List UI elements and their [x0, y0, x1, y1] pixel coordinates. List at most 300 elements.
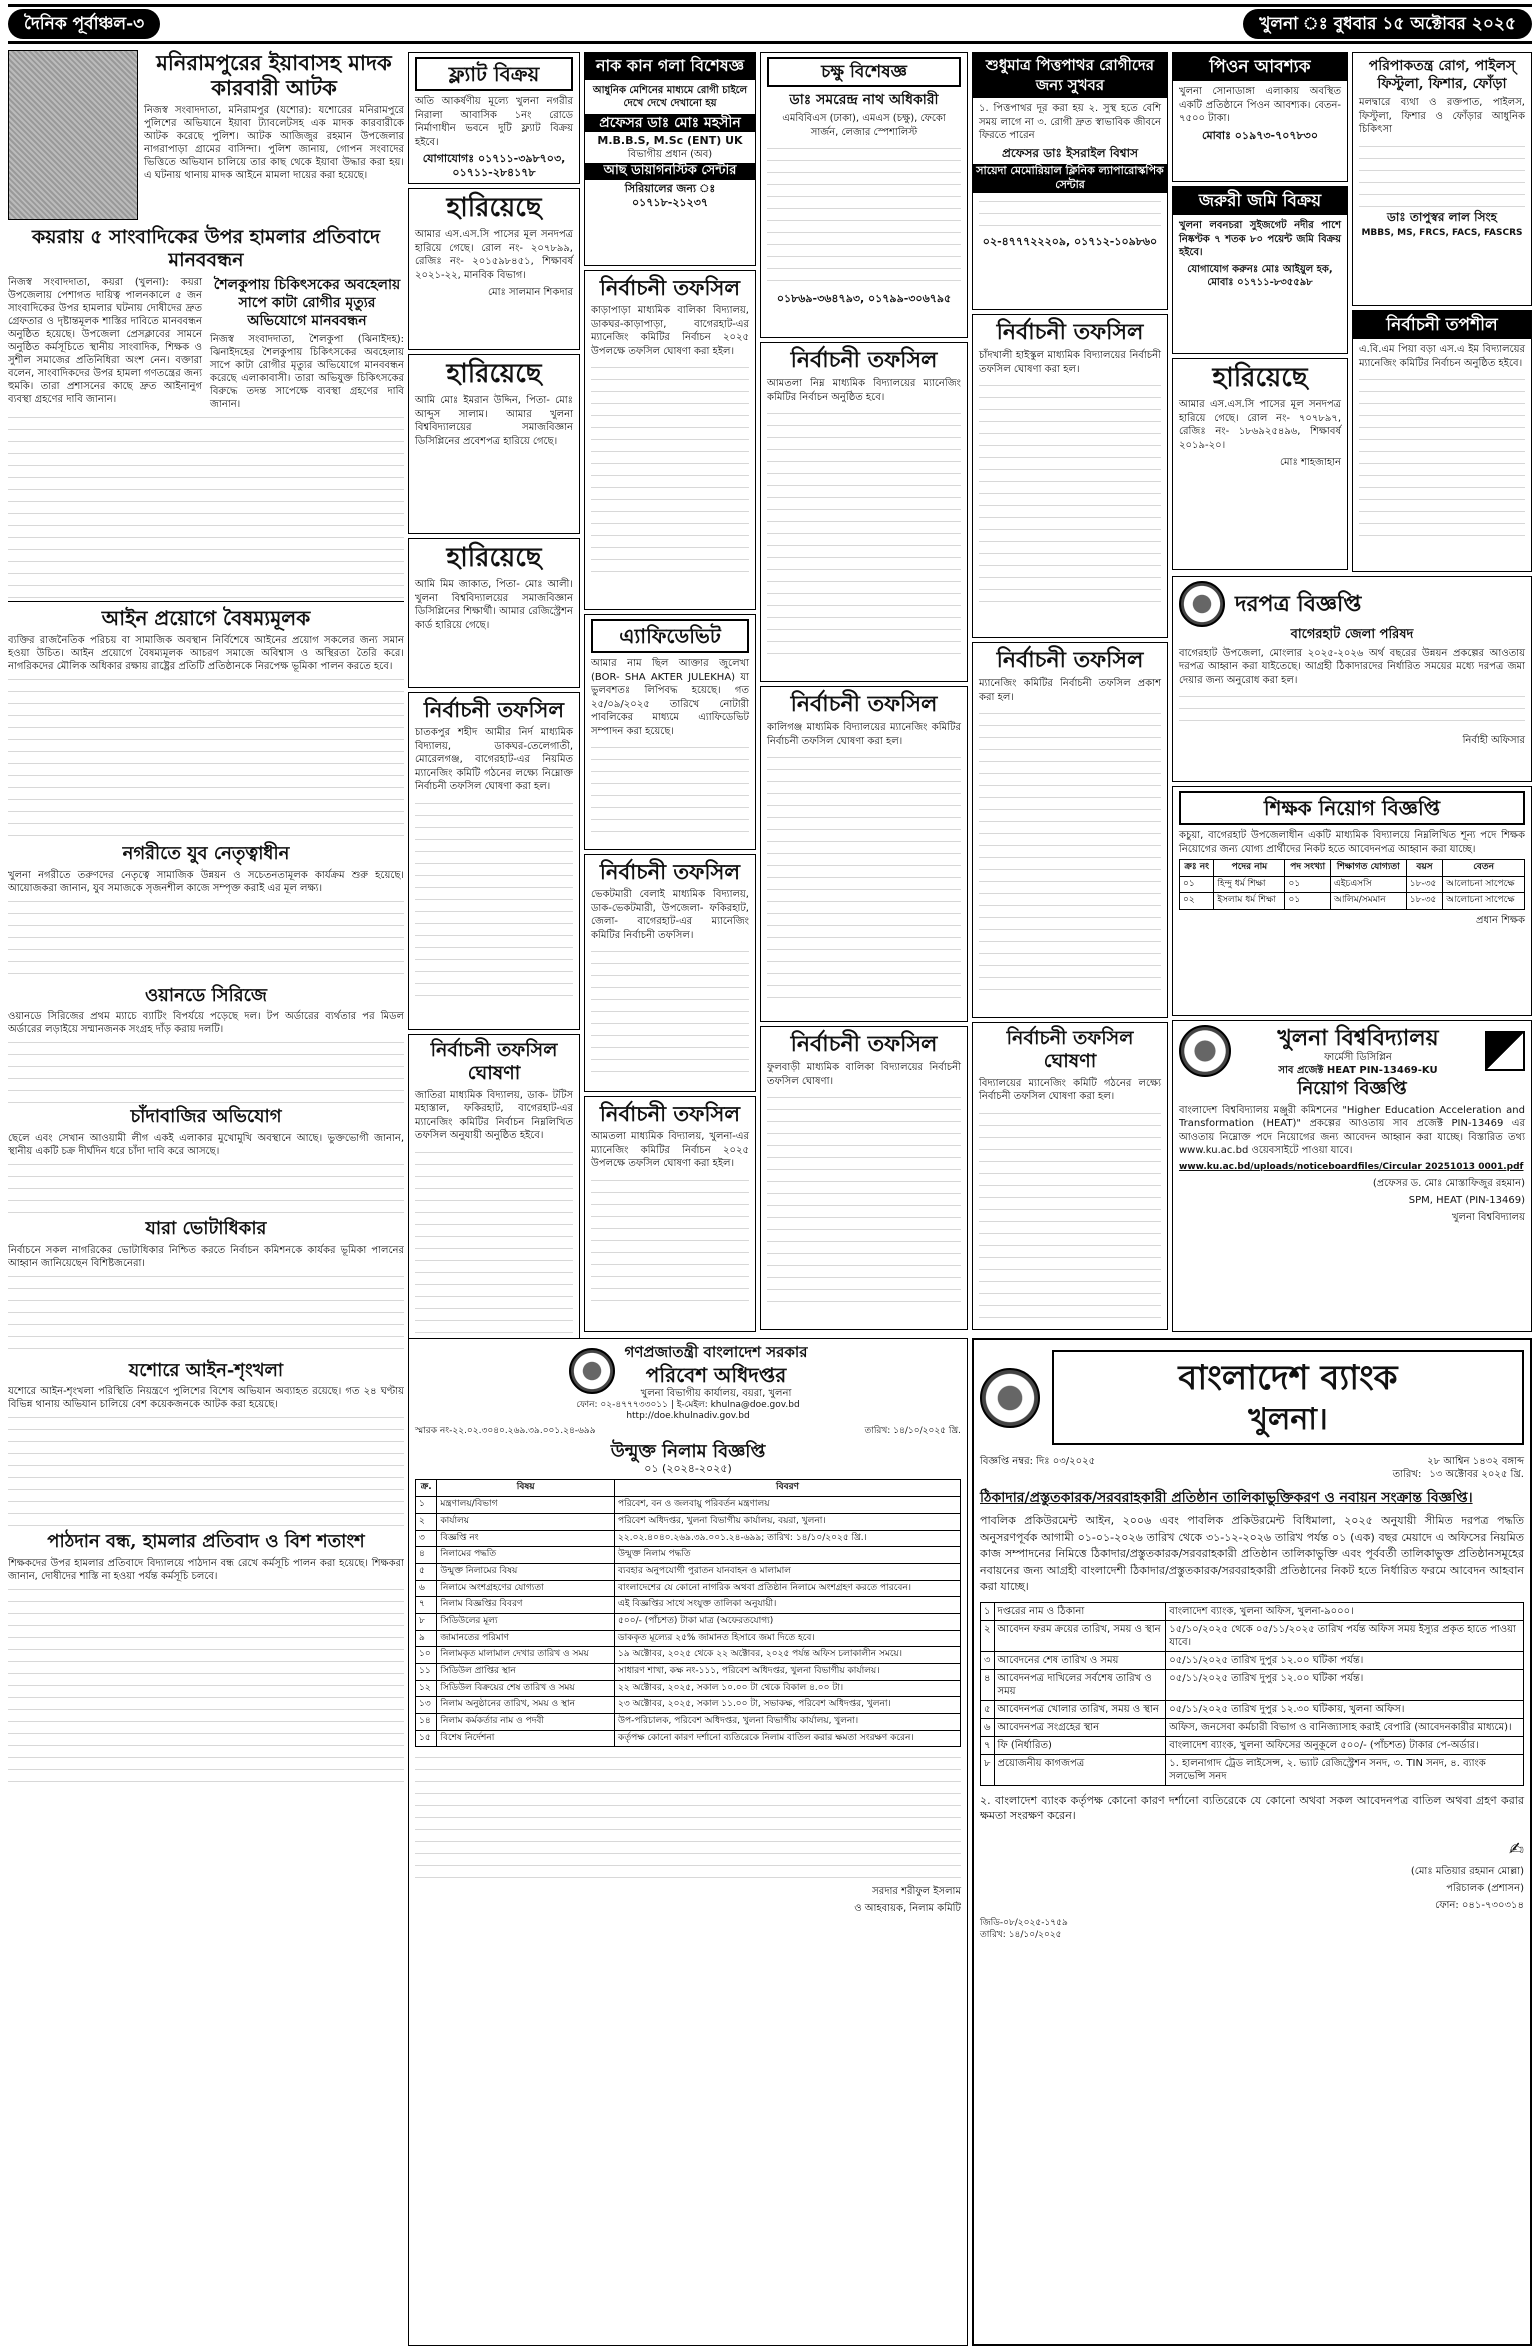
table-cell: আবেদনের শেষ তারিখ ও সময়	[994, 1651, 1166, 1669]
ku-sub2: সাব প্রজেক্ট HEAT PIN-13469-KU	[1278, 1065, 1438, 1077]
doe-filler	[415, 1751, 961, 1881]
headline-3: শৈলকুপায় চিকিৎসকের অবহেলায় সাপে কাটা রোগীর মৃত্যুর অভিযোগে মানববন্ধন	[213, 276, 401, 329]
header-right: খুলনা ঃ বুধবার ১৫ অক্টোবর ২০২৫	[1243, 9, 1532, 39]
ent-title: নাক কান গলা বিশেষজ্ঞ	[585, 53, 755, 80]
elect11-filler	[979, 1107, 1161, 1327]
table-header-cell: বয়স	[1406, 860, 1442, 877]
ku-logo-icon	[1179, 1025, 1231, 1077]
bb-sig1: (মোঃ মতিয়ার রহমান মোল্লা)	[1410, 1865, 1524, 1877]
table-cell: ১৮-৩৫	[1406, 893, 1442, 910]
elect12-body: এ.বি.এম পিয়া বড়া এস.এ ইম বিদ্যালয়ের ম্যানেজিং কমিটির নির্বাচন অনুষ্ঠিত হইবে।	[1359, 344, 1525, 369]
ad-eye-specialist	[760, 52, 968, 338]
table-cell: ৮	[416, 1613, 437, 1630]
ku-body: বাংলাদেশ বিশ্ববিদ্যালয় মঞ্জুরী কমিশনের "Higher Education Acceleration and Transformation (HEAT)" প্রকল্পের আওতায় সাব প্রজেক্ট PIN-13469 এর আওতায় নিম্নোক্ত পদে নিয়োগের জন্য আবেদন আহ্বান করা যাচ্ছে। বিস্তারিত তথ্য www.ku.ac.bd ওয়েবসাইটে পাওয়া যাবে।	[1179, 1104, 1525, 1157]
tender-filler	[1179, 690, 1525, 730]
ad-election-12	[1352, 310, 1532, 572]
ad-election-7	[760, 686, 968, 1022]
ad-gallstone	[972, 52, 1168, 310]
doe-web[interactable]: http://doe.khulnadiv.gov.bd	[626, 1411, 750, 1422]
table-cell: ১	[981, 1602, 995, 1620]
doe-row	[416, 1547, 961, 1564]
table-cell: ১	[416, 1497, 437, 1514]
elect6-body: আমতলা নিম্ন মাধ্যমিক বিদ্যালয়ের ম্যানেজিং কমিটির নির্বাচন অনুষ্ঠিত হবে।	[767, 378, 961, 403]
accused-photo	[8, 50, 138, 220]
lost3-body: আমি মিম জাকাত, পিতা- মোঃ আলী। খুলনা বিশ্ববিদ্যালয়ের সমাজবিজ্ঞান ডিসিপ্লিনের শিক্ষার্থী। আমার রেজিস্ট্রেশন কার্ড হারিয়ে গেছে।	[415, 579, 573, 631]
lost1-sig: মোঃ সালমান শিকদার	[487, 287, 573, 299]
heat-logo-icon	[1485, 1031, 1525, 1071]
news-filler-6	[8, 1270, 404, 1360]
doe-row	[416, 1563, 961, 1580]
gallstone-filler	[979, 195, 1161, 235]
table-cell: ০৫/১১/২০২৫ তারিখ দুপুর ১২.০০ ঘটিকা পর্যন্ত।	[1166, 1651, 1524, 1669]
flat-body: অতি আকর্ষণীয় মূল্যে খুলনা নগরীর নিরালা আবাসিক ১নং রোডে নির্মাণাধীন ভবনে দুটি ফ্ল্যাট বিক্রয় হইবে।	[415, 96, 573, 148]
headline-4: আইন প্রয়োগে বৈষম্যমূলক	[8, 601, 404, 630]
table-cell: আবেদনপত্র দাখিলের সর্বশেষ তারিখ ও সময়	[994, 1669, 1166, 1700]
table-cell: ৫০০/- (পাঁচশত) টাকা মাত্র (অফেরতযোগ্য)	[615, 1613, 961, 1630]
piles-body: মলদ্বারে ব্যথা ও রক্তপাত, পাইলস, ফিস্টুলা, ফিশার ও ফোঁড়ার আধুনিক চিকিৎসা	[1359, 97, 1525, 136]
elect7-body: কালিগঞ্জ মাধ্যমিক বিদ্যালয়ের ম্যানেজিং কমিটির নির্বাচনী তফসিল ঘোষণা করা হল।	[767, 722, 961, 747]
doe-title3: খুলনা বিভাগীয় কার্যালয়, বয়রা, খুলনা	[640, 1387, 792, 1399]
elect4-title: নির্বাচনী তফসিল	[599, 859, 741, 884]
elect9-body: চাঁদখালী হাইস্কুল মাধ্যমিক বিদ্যালয়ের নির্বাচনী তফসিল ঘোষণা করা হল।	[979, 350, 1161, 375]
table-cell: আলোচনা সাপেক্ষে	[1443, 876, 1525, 893]
ad-land-sale	[1172, 186, 1348, 354]
bb-row	[981, 1669, 1524, 1700]
ad-khulna-university	[1172, 1020, 1532, 1332]
lost4-sig: মোঃ শাহজাহান	[1279, 457, 1341, 469]
table-cell: ৫	[981, 1700, 995, 1718]
gallstone-phone: ০২-৪৭৭৭২২২০৯, ০১৭১২-১০৯৮৬০	[982, 234, 1158, 248]
table-cell: নিলামে অংশগ্রহণের যোগ্যতা	[437, 1580, 615, 1597]
header-left: দৈনিক পূর্বাঞ্চল-৩	[8, 9, 160, 39]
table-cell: আবেদন ফরম ক্রয়ের তারিখ, সময় ও স্থান	[994, 1620, 1166, 1651]
table-cell: বাংলাদেশের যে কোনো নাগরিক অথবা প্রতিষ্ঠান নিলামে অংশগ্রহণ করতে পারবেন।	[615, 1580, 961, 1597]
doe-title2: পরিবেশ অধিদপ্তর	[645, 1362, 787, 1387]
lost4-body: আমার এস.এস.সি পাসের মূল সনদপত্র হারিয়ে গেছে। রোল নং- ৭০৭৮৯৭, রেজিঃ নং- ১৮৬৯২৫৪৯৬, শিক্ষাবর্ষ ২০১৯-২০।	[1179, 399, 1341, 451]
govt-seal-icon	[1179, 581, 1225, 627]
teacher-table	[1179, 859, 1525, 910]
table-cell: প্রয়োজনীয় কাগজপত্র	[994, 1754, 1166, 1785]
table-cell: ২৩ অক্টোবর, ২০২৫, সকাল ১১.০০ টা, সভাকক্ষ, পরিবেশ অধিদপ্তর, খুলনা।	[615, 1697, 961, 1714]
ad-teacher-recruitment	[1172, 786, 1532, 1016]
table-header-cell: শিক্ষাগত যোগ্যতা	[1330, 860, 1406, 877]
table-cell: নিলামকৃত মালামাল দেখার তারিখ ও সময়	[437, 1647, 615, 1664]
affidavit-title: এ্যাফিডেভিট	[591, 619, 749, 653]
ad-tender-notice	[1172, 576, 1532, 782]
bb-date1: ২৮ আশ্বিন ১৪৩২ বঙ্গাব্দ	[1427, 1456, 1524, 1468]
table-cell: ফি (নির্ধারিত)	[994, 1736, 1166, 1754]
doe-row	[416, 1714, 961, 1731]
table-header-cell: পদের নাম	[1214, 860, 1285, 877]
ad-election-10	[972, 642, 1168, 1018]
doe-row	[416, 1730, 961, 1747]
doe-seal-icon	[569, 1348, 615, 1394]
table-cell: ইসলাম ধর্ম শিক্ষা	[1214, 893, 1285, 910]
table-cell: ০২	[1180, 893, 1214, 910]
table-cell: উন্মুক্ত নিলাম পদ্ধতি	[615, 1547, 961, 1564]
table-cell: ২২.০২.৪০৪০.২৬৯.৩৯.০০১.২৪-৬৯৯; তারিখ: ১৪/১০/২০২৫ খ্রি.।	[615, 1530, 961, 1547]
bb-row	[981, 1736, 1524, 1754]
ku-sig3: খুলনা বিশ্ববিদ্যালয়	[1451, 1211, 1525, 1223]
bb-sig3: ফোন: ০৪১-৭৩০৩১৪	[1435, 1899, 1524, 1911]
elect10-filler	[979, 707, 1161, 997]
doe-memo-date: তারিখ: ১৪/১০/২০২৫ খ্রি.	[864, 1425, 961, 1436]
table-cell: উপ-পরিচালক, পরিবেশ অধিদপ্তর, খুলনা বিভাগীয় কার্যালয়, খুলনা।	[615, 1714, 961, 1731]
ad-flat-sale	[408, 52, 580, 184]
ad-lost-1	[408, 188, 580, 350]
headline-8: যারা ভোটাধিকার	[145, 1217, 267, 1239]
bb-footer2: তারিখ: ১৪/১০/২০২৫	[980, 1929, 1062, 1940]
ku-link[interactable]: www.ku.ac.bd/uploads/noticeboardfiles/Circular 20251013 0001.pdf	[1179, 1161, 1524, 1172]
body-7: ছেলে এবং সেখান আওয়ামী লীগ একই এলাকার মুখোমুখি অবস্থানে আছে। ভুক্তভোগী জানান, স্থানীয় একটি চক্র দীর্ঘদিন ধরে চাঁদা দাবি করে আসছে।	[8, 1132, 404, 1157]
table-cell: সিডিউল প্রাপ্তির স্থান	[437, 1664, 615, 1681]
peon-phone: মোবাঃ ০১৯৭৩-৭০৭৮৩০	[1202, 128, 1318, 142]
table-header-cell: বেতন	[1443, 860, 1525, 877]
table-cell: নিলাম অনুষ্ঠানের তারিখ, সময় ও স্থান	[437, 1697, 615, 1714]
body-9: যশোরে আইন-শৃংখলা পরিস্থিতি নিয়ন্ত্রণে পুলিশের বিশেষ অভিযান অব্যাহত রয়েছে। গত ২৪ ঘণ্টায় বিভিন্ন থানায় অভিযান চালিয়ে বেশ কয়েকজনকে আটক করা হয়েছে।	[8, 1386, 404, 1411]
body-6: ওয়ানডে সিরিজের প্রথম ম্যাচে ব্যাটিং বিপর্যয়ে পড়েছে দল। টপ অর্ডারের ব্যর্থতার পর মিডল অর্ডারের লড়াইয়ে সম্মানজনক সংগ্রহ দাঁড় করায় দলটি।	[8, 1011, 404, 1036]
bb-heading: ঠিকাদার/প্রস্তুতকারক/সরবরাহকারী প্রতিষ্ঠান তালিকাভুক্তিকরণ ও নবায়ন সংক্রান্ত বিজ্ঞপ্তি।	[980, 1490, 1473, 1507]
table-header-cell: বিষয়	[437, 1480, 615, 1497]
lost3-title: হারিয়েছে	[446, 543, 542, 573]
bb-signature-icon: ✍	[1508, 1838, 1524, 1860]
page-header	[8, 4, 1532, 44]
ad-bangladesh-bank	[972, 1338, 1532, 2346]
table-cell: ৮	[981, 1754, 995, 1785]
ent-phone: সিরিয়ালের জন্য ঃ ০১৭১৮-২১২৩৭	[624, 182, 716, 210]
body-2: নিজস্ব সংবাদদাতা, কয়রা (খুলনা): কয়রা উপজেলায় পেশাগত দায়িত্ব পালনকালে ৫ জন সাংবাদিকের উপর হামলার ঘটনায় দোষীদের দ্রুত গ্রেফতার ও দৃষ্টান্তমূলক শাস্তির দাবিতে মানববন্ধন অনুষ্ঠিত হয়েছে। উপজেলা প্রেসক্লাবের সামনে অনুষ্ঠিত কর্মসূচিতে স্থানীয় সাংবাদিক, শিক্ষক ও সুশীল সমাজের প্রতিনিধিরা অংশ নেন। বক্তারা বলেন, সাংবাদিকদের উপর হামলা গণতন্ত্রের জন্য হুমকি। তারা প্রশাসনের কাছে দ্রুত আইনানুগ ব্যবস্থা গ্রহণের দাবি জানান।	[8, 276, 202, 405]
elect7-filler	[767, 751, 961, 1001]
table-cell: নিলাম বিজ্ঞপ্তির বিবরণ	[437, 1597, 615, 1614]
news-filler-5	[8, 1158, 404, 1218]
doe-row	[416, 1630, 961, 1647]
bb-title2: খুলনা।	[1248, 1402, 1328, 1438]
teacher-sig: প্রধান শিক্ষক	[1476, 915, 1525, 927]
piles-title: পরিপাকতন্ত্র রোগ, পাইলস্ ফিস্টুলা, ফিশার, ফোঁড়া	[1368, 58, 1516, 93]
elect3-title: নির্বাচনী তফসিল	[599, 275, 741, 300]
table-cell: ৭	[981, 1736, 995, 1754]
ku-title: খুলনা বিশ্ববিদ্যালয়	[1277, 1025, 1439, 1051]
table-cell: এই বিজ্ঞপ্তির সাথে সংযুক্ত তালিকা অনুযায়ী।	[615, 1597, 961, 1614]
news-filler-3	[8, 895, 404, 985]
doe-contact: ফোন: ০২-৪৭৭৭৩৩০১১ | ই-মেইল: khulna@doe.gov.bd	[576, 1399, 800, 1410]
affidavit-body: আমার নাম ছিল আক্তার জুলেখা (BOR- SHA AKTER JULEKHA) যা ভুলবশতঃ লিপিবদ্ধ হয়েছে। গত ২৫/০৯/২০২৫ তারিখে নোটারী পাবলিকের মাধ্যমে এ্যাফিডেভিট সম্পাদন করা হয়েছে।	[591, 658, 749, 737]
headline-10: পাঠদান বন্ধ, হামলার প্রতিবাদ ও বিশ শতাংশ	[47, 1531, 365, 1553]
elect12-title: নির্বাচনী তপশীল	[1353, 311, 1531, 339]
ku-sub1: ফার্মেসী ডিসিপ্লিন	[1324, 1052, 1392, 1064]
table-cell: নিলাম কর্মকর্তার নাম ও পদবী	[437, 1714, 615, 1731]
ad-doe-auction	[408, 1338, 968, 2346]
table-cell: বাংলাদেশ ব্যাংক, খুলনা অফিসের অনুকূলে ৫০০/- (পাঁচশত) টাকার পে-অর্ডার।	[1166, 1736, 1524, 1754]
headline-2: কয়রায় ৫ সাংবাদিকের উপর হামলার প্রতিবাদে মানববন্ধন	[31, 226, 381, 271]
elect1-title: নির্বাচনী তফসিল	[423, 697, 565, 722]
elect5-filler	[591, 1174, 749, 1304]
table-cell: মন্ত্রণালয়/বিভাগ	[437, 1497, 615, 1514]
body-1: নিজস্ব সংবাদদাতা, মনিরামপুর (যশোর): যশোরের মনিরামপুরে পুলিশের অভিযানে ইয়াবা ট্যাবলেটসহ এক মাদক কারবারীকে আটক করেছে পুলিশ। আটক আজিজুর রহমান উপজেলার নাগরাপাড়া গ্রামের বাসিন্দা। পুলিশ জানায়, গোপন সংবাদের ভিত্তিতে অভিযান চালিয়ে তার কাছ থেকে ইয়াবা উদ্ধার করা হয়। এ ঘটনায় থানায় মাদক আইনে মামলা দায়ের করা হয়েছে।	[144, 105, 404, 182]
table-cell: ২২ অক্টোবর, ২০২৫, সকাল ১০.০০ টা থেকে বিকাল ৪.০০ টা।	[615, 1680, 961, 1697]
elect11-body: বিদ্যালয়ের ম্যানেজিং কমিটি গঠনের লক্ষ্যে নির্বাচনী তফসিল ঘোষণা করা হল।	[979, 1077, 1161, 1103]
elect6-filler	[767, 407, 961, 657]
elect1-body: চাতকপুর শহীদ আমীর নির্দ মাধ্যমিক বিদ্যালয়, ডাকঘর-তেলেগাতী, মোরেলগঞ্জ, বাগেরহাট-এর নিয়মিত ম্যানেজিং কমিটি গঠনের লক্ষ্যে নিম্নোক্ত নির্বাচনী তফসিল ঘোষণা করা হল।	[415, 727, 573, 793]
land-phone: যোগাযোগ করুনঃ মোঃ আইয়ুল হক, মোবাঃ ০১৭১১-৮৩৫৫৯৮	[1187, 263, 1333, 288]
table-header-cell: বিবরণ	[615, 1480, 961, 1497]
bb-title1: বাংলাদেশ ব্যাংক	[1178, 1358, 1398, 1398]
headline-7: চাঁদাবাজির অভিযোগ	[130, 1106, 282, 1128]
bb-row	[981, 1700, 1524, 1718]
ad-election-3	[584, 270, 756, 610]
doe-memo: স্মারক নং-২২.০২.৩০৪০.২৬৯.৩৯.০০১.২৪-৬৯৯	[415, 1425, 596, 1436]
headline-1: মনিরামপুরের ইয়াবাসহ মাদক কারবারী আটক	[156, 50, 392, 101]
gallstone-doctor: প্রফেসর ডাঃ ইসরাইল বিশ্বাস	[1001, 145, 1139, 160]
news-filler-2	[8, 673, 404, 843]
table-cell: হিন্দু ধর্ম শিক্ষা	[1214, 876, 1285, 893]
table-cell: নিলামের পদ্ধতি	[437, 1547, 615, 1564]
ad-election-11	[972, 1022, 1168, 1330]
table-cell: ০১	[1180, 876, 1214, 893]
table-cell: ৭	[416, 1597, 437, 1614]
ad-ent-specialist	[584, 52, 756, 266]
table-cell: পরিবেশ অধিদপ্তর, খুলনা বিভাগীয় কার্যালয়, বয়রা, খুলনা।	[615, 1513, 961, 1530]
bb-row	[981, 1754, 1524, 1785]
news-filler-4	[8, 1036, 404, 1106]
gallstone-body: ১. পিত্তপাথর দূর করা হয় ২. সুস্থ হতে বেশি সময় লাগে না ৩. রোগী দ্রুত স্বাভাবিক জীবনে ফিরতে পারেন	[979, 103, 1161, 141]
elect12-filler	[1359, 373, 1525, 543]
news-filler-7	[8, 1411, 404, 1531]
ad-lost-2	[408, 354, 580, 534]
table-cell: সাধারণ শাখা, কক্ষ নং-১১১, পরিবেশ অধিদপ্তর, খুলনা বিভাগীয় কার্যালয়।	[615, 1664, 961, 1681]
elect8-body: ফুলবাড়ী মাধ্যমিক বালিকা বিদ্যালয়ের নির্বাচনী তফসিল ঘোষণা।	[767, 1062, 961, 1087]
lost1-body: আমার এস.এস.সি পাসের মূল সনদপত্র হারিয়ে গেছে। রোল নং- ২০৭৮৯৯, রেজিঃ নং- ২০১৫৯৮৪৫১, শিক্ষাবর্ষ ২০২১-২২, মানবিক বিভাগ।	[415, 229, 573, 281]
doe-title1: গণপ্রজাতন্ত্রী বাংলাদেশ সরকার	[624, 1343, 808, 1361]
table-cell: ১৪	[416, 1714, 437, 1731]
table-cell: ১৫/১০/২০২৫ থেকে ০৫/১১/২০২৫ তারিখ পর্যন্ত অফিস সময় ইস্যুর প্রকৃত হাতে পাওয়া যাবে।	[1166, 1620, 1524, 1651]
ad-election-8	[760, 1026, 968, 1330]
table-cell: ০৫/১১/২০২৫ তারিখ দুপুর ১২.৩০ ঘটিকায়, খুলনা অফিস।	[1166, 1700, 1524, 1718]
table-cell: সিডিউলের মূল্য	[437, 1613, 615, 1630]
table-cell: ০১	[1285, 893, 1330, 910]
ent-dept: বিভাগীয় প্রধান (অব)	[627, 149, 713, 161]
elect8-title: নির্বাচনী তফসিল	[790, 1031, 938, 1057]
ad-affidavit	[584, 614, 756, 850]
table-cell: ১২	[416, 1680, 437, 1697]
bb-date-label: তারিখ:	[1392, 1469, 1422, 1481]
table-cell: ৩	[981, 1651, 995, 1669]
piles-filler	[1359, 140, 1525, 210]
bb-row	[981, 1602, 1524, 1620]
body-8: নির্বাচনে সকল নাগরিকের ভোটাধিকার নিশ্চিত করতে নির্বাচন কমিশনকে কার্যকর ভূমিকা পালনের আহ্বান জানিয়েছেন বিশিষ্টজনেরা।	[8, 1244, 404, 1269]
table-cell: ২	[981, 1620, 995, 1651]
elect4-body: ভেকটমারী বেলাই মাধ্যমিক বিদ্যালয়, ডাক-ভেকটমারী, উপজেলা- ফকিরহাট, জেলা- বাগেরহাট-এর ম্যানেজিং কমিটির নির্বাচনী তফসিল।	[591, 889, 749, 941]
doe-row	[416, 1580, 961, 1597]
table-cell: ব্যবহার অনুপযোগী পুরাতন যানবাহন ও মালামাল	[615, 1563, 961, 1580]
table-cell: পরিবেশ, বন ও জলবায়ু পরিবর্তন মন্ত্রণালয়	[615, 1497, 961, 1514]
elect11-title: নির্বাচনী তফসিল ঘোষণা	[1006, 1027, 1134, 1072]
eye-title: চক্ষু বিশেষজ্ঞ	[767, 57, 961, 87]
elect3-body: কাড়াপাড়া মাধ্যমিক বালিকা বিদ্যালয়, ডাকঘর-কাড়াপাড়া, বাগেরহাট-এর ম্যানেজিং কমিটির নির্বাচন ২০২৫ উপলক্ষে তফসিল ঘোষণা করা হইল।	[591, 305, 749, 357]
doe-row	[416, 1513, 961, 1530]
table-cell: এইচএসসি	[1330, 876, 1406, 893]
ku-sig2: SPM, HEAT (PIN-13469)	[1408, 1194, 1525, 1206]
table-cell: ৪	[416, 1547, 437, 1564]
body-5: খুলনা নগরীতে তরুণদের নেতৃত্বে সামাজিক উন্নয়ন ও সচেতনতামূলক কার্যক্রম শুরু হয়েছে। আয়োজকরা জানান, যুব সমাজকে সৃজনশীল কাজে সম্পৃক্ত করাই এর মূল লক্ষ্য।	[8, 869, 404, 894]
table-cell: আলোচনা সাপেক্ষে	[1443, 893, 1525, 910]
ad-election-1	[408, 692, 580, 1030]
bb-sig2: পরিচালক (প্রশাসন)	[1446, 1882, 1524, 1894]
table-cell: ০১	[1285, 876, 1330, 893]
bb-note: ২. বাংলাদেশ ব্যাংক কর্তৃপক্ষ কোনো কারণ দর্শানো ব্যতিরেকে যে কোনো অথবা সকল আবেদনপত্র বাতিল অথবা গ্রহণ করার ক্ষমতা সংরক্ষণ করেন।	[980, 1793, 1524, 1822]
teacher-title: শিক্ষক নিয়োগ বিজ্ঞপ্তি	[1179, 791, 1525, 825]
lost1-title: হারিয়েছে	[446, 193, 542, 223]
table-cell: ১৮-৩৫	[1406, 876, 1442, 893]
table-cell: ১৯ অক্টোবর, ২০২৫ থেকে ২২ অক্টোবর, ২০২৫ পর্যন্ত অফিস চলাকালীন সময়ে।	[615, 1647, 961, 1664]
headline-9: যশোরে আইন-শৃংখলা	[128, 1359, 284, 1381]
table-header-cell: ক্র.	[416, 1480, 437, 1497]
table-cell: আবেদনপত্র খোলার তারিখ, সময় ও স্থান	[994, 1700, 1166, 1718]
elect10-title: নির্বাচনী তফসিল	[996, 647, 1144, 673]
table-cell: ডাককৃত মূল্যের ২৫% জামানত হিসাবে জমা দিতে হবে।	[615, 1630, 961, 1647]
tender-office: বাগেরহাট জেলা পরিষদ	[1290, 627, 1414, 642]
doe-row	[416, 1613, 961, 1630]
table-cell: উন্মুক্ত নিলামের বিষয়	[437, 1563, 615, 1580]
tender-title: দরপত্র বিজ্ঞপ্তি	[1235, 590, 1362, 617]
elect3-filler	[591, 361, 749, 581]
table-cell: ১. হালনাগাদ ট্রেড লাইসেন্স, ২. ভ্যাট রেজিস্ট্রেশন সনদ, ৩. TIN সনদ, ৪. ব্যাংক সলভেন্সি সনদ	[1166, 1754, 1524, 1785]
peon-body: খুলনা সোনাডাঙ্গা এলাকায় অবস্থিত একটি প্রতিষ্ঠানে পিওন আবশ্যক। বেতন- ৭৫০০ টাকা।	[1179, 86, 1341, 125]
news-filler-8	[8, 1583, 404, 1783]
table-cell: কার্যালয়	[437, 1513, 615, 1530]
table-cell: ৫	[416, 1563, 437, 1580]
teacher-row	[1180, 876, 1525, 893]
land-body: খুলনা লবনচরা সুইজগেট নদীর পাশে নিষ্কণ্টক ৭ শতক ৮০ পয়েন্ট জমি বিক্রয় হইবে।	[1179, 220, 1341, 259]
ku-sub3: নিয়োগ বিজ্ঞপ্তি	[1297, 1078, 1407, 1100]
gallstone-title: শুধুমাত্র পিত্তপাথর রোগীদের জন্য সুখবর	[973, 53, 1167, 98]
body-3: নিজস্ব সংবাদদাতা, শৈলকুপা (ঝিনাইদহ): ঝিনাইদহের শৈলকুপায় চিকিৎসকের অবহেলায় সাপে কাটা রোগীর মৃত্যুর অভিযোগে মানববন্ধন করেছে এলাকাবাসী। তারা অভিযুক্ত চিকিৎসকের বিরুদ্ধে তদন্ত সাপেক্ষে ব্যবস্থা গ্রহণের দাবি জানান।	[210, 334, 404, 411]
table-cell: ৪	[981, 1669, 995, 1700]
lost2-title: হারিয়েছে	[446, 359, 542, 389]
peon-title: পিওন আবশ্যক	[1173, 53, 1347, 81]
bb-table	[980, 1602, 1524, 1786]
bb-row	[981, 1620, 1524, 1651]
elect7-title: নির্বাচনী তফসিল	[790, 691, 938, 717]
table-cell: ০৫/১১/২০২৫ তারিখ দুপুর ১২.০০ ঘটিকা পর্যন্ত।	[1166, 1669, 1524, 1700]
doe-row	[416, 1664, 961, 1681]
bb-logo-icon	[980, 1368, 1040, 1428]
bb-intro: পাবলিক প্রকিউরমেন্ট আইন, ২০০৬ এবং পাবলিক প্রকিউরমেন্ট বিধিমালা, ২০২৫ অনুযায়ী সীমিত দরপত্র পদ্ধতি অনুসরণপূর্বক আগামী ০১-০১-২০২৬ তারিখ থেকে ৩১-১২-২০২৬ তারিখ পর্যন্ত ০১ (এক) বছর মেয়াদে এ অফিসের নিয়মিত কাজ সম্পাদনের নিমিত্তে ঠিকাদার/প্রস্তুতকারক/সরবরাহকারী প্রতিষ্ঠান তালিকাভুক্তি এবং পূর্ববর্তী তালিকাভুক্ত প্রতিষ্ঠানসমূহের নবায়নের জন্য আগ্রহী বাংলাদেশী ঠিকাদার/প্রস্তুতকারক/সরবরাহকারী প্রতিষ্ঠানের নিকট হতে নির্ধারিত ফরমে আবেদন আহবান করা যাচ্ছে।	[980, 1514, 1524, 1594]
piles-degree: MBBS, MS, FRCS, FACS, FASCRS	[1361, 228, 1523, 239]
body-4: ব্যক্তির রাজনৈতিক পরিচয় বা সামাজিক অবস্থান নির্বিশেষে আইনের প্রয়োগ সকলের জন্য সমান হওয়া উচিত। আইন প্রয়োগে বৈষম্যমূলক আচরণ সমাজে অবিশ্বাস ও অস্থিরতা তৈরি করে। নাগরিকদের মৌলিক অধিকার রক্ষায় রাষ্ট্রের প্রতিটি প্রতিষ্ঠানকে নিরপেক্ষ ভূমিকা পালন করতে হবে।	[8, 635, 404, 673]
table-cell: বিজ্ঞপ্তি নং	[437, 1530, 615, 1547]
elect6-title: নির্বাচনী তফসিল	[790, 347, 938, 373]
elect10-body: ম্যানেজিং কমিটির নির্বাচনী তফসিল প্রকাশ করা হল।	[979, 678, 1161, 703]
table-cell: বাংলাদেশ ব্যাংক, খুলনা অফিস, খুলনা-৯০০০।	[1166, 1602, 1524, 1620]
elect8-filler	[767, 1091, 961, 1311]
elect2-title: নির্বাচনী তফসিল ঘোষণা	[430, 1039, 558, 1084]
table-cell: ৬	[416, 1580, 437, 1597]
elect9-filler	[979, 379, 1161, 609]
ent-doctor: প্রফেসর ডাঃ মোঃ মহসীন	[585, 114, 755, 132]
doe-sig1: সরদার শরীফুল ইসলাম	[872, 1886, 961, 1898]
lost4-title: হারিয়েছে	[1212, 363, 1308, 393]
piles-doctor: ডাঃ তাপুস্বর লাল সিংহ	[1387, 209, 1497, 224]
news-filler-1	[8, 411, 404, 601]
table-cell: আলিম/সমমান	[1330, 893, 1406, 910]
table-cell: ৬	[981, 1718, 995, 1736]
doe-row	[416, 1680, 961, 1697]
table-header-cell: পদ সংখ্যা	[1285, 860, 1330, 877]
bb-row	[981, 1718, 1524, 1736]
ad-piles-clinic	[1352, 52, 1532, 306]
eye-phone: ০১৮৬৯-৩৬৪৭৯৩, ০১৭৯৯-৩০৬৭৯৫	[776, 292, 952, 306]
eye-body: এমবিবিএস (ঢাকা), এমএস (চক্ষু), ফেকো সার্জন, লেজার স্পেশালিস্ট	[782, 113, 946, 138]
table-cell: ১৩	[416, 1697, 437, 1714]
table-cell: ৯	[416, 1630, 437, 1647]
table-cell: ৩	[416, 1530, 437, 1547]
doe-row	[416, 1497, 961, 1514]
ad-lost-4	[1172, 358, 1348, 570]
ku-sig1: (প্রফেসর ড. মোঃ মোস্তাফিজুর রহমান)	[1372, 1177, 1525, 1189]
doe-row	[416, 1647, 961, 1664]
elect1-filler	[415, 797, 573, 997]
table-header-cell: ক্রঃ নং	[1180, 860, 1214, 877]
flat-title: ফ্ল্যাট বিক্রয়	[415, 57, 573, 91]
eye-filler	[767, 142, 961, 292]
eye-doctor: ডাঃ সমরেন্দ্র নাথ অধিকারী	[789, 92, 939, 109]
headline-6: ওয়ানডে সিরিজে	[145, 984, 267, 1006]
table-cell: ১১	[416, 1664, 437, 1681]
doe-row	[416, 1530, 961, 1547]
tender-body: বাগেরহাট উপজেলা, মোংলার ২০২৫-২০২৬ অর্থ বছরের উন্নয়ন প্রকল্পের আওতায় দরপত্র আহ্বান করা যাইতেছে। আগ্রহী ঠিকাদারদের নির্ধারিত সময়ের মধ্যে দরপত্র জমা দেয়ার জন্য অনুরোধ করা হল।	[1179, 647, 1525, 686]
ent-sub: আধুনিক মেশিনের মাধ্যমে রোগী চাইলে দেখে দেখে দেখানো হয়	[592, 84, 748, 110]
elect9-title: নির্বাচনী তফসিল	[996, 319, 1144, 345]
table-cell: বিশেষ নির্দেশনা	[437, 1730, 615, 1747]
teacher-row	[1180, 893, 1525, 910]
table-cell: ২	[416, 1513, 437, 1530]
elect5-title: নির্বাচনী তফসিল	[599, 1101, 741, 1126]
elect2-body: জাতিরা মাধ্যমিক বিদ্যালয়, ডাক- টটিস মহাস্তাল, ফকিরহাট, বাগেরহাট-এর ম্যানেজিং কমিটির নির্বাচন নিম্নলিখিত তফসিল অনুযায়ী অনুষ্ঠিত হইবে।	[415, 1089, 573, 1142]
flat-phone: যোগাযোগঃ ০১৭১১-৩৯৮৭০৩, ০১৭১১-২৮৪১৭৮	[422, 152, 566, 180]
left-news-column	[8, 50, 404, 2346]
ad-peon-wanted	[1172, 52, 1348, 182]
ad-election-4	[584, 854, 756, 1092]
tender-sig: নির্বাহী অফিসার	[1462, 735, 1525, 747]
lost2-body: আমি মোঃ ইমরান উদ্দিন, পিতা- মোঃ আব্দুস সালাম। আমার খুলনা বিশ্ববিদ্যালয়ের সমাজবিজ্ঞান ডিসিপ্লিনের প্রবেশপত্র হারিয়ে গেছে।	[415, 395, 573, 447]
ent-center: আছ ডায়াগনস্টিক সেন্টার	[585, 163, 755, 180]
body-10: শিক্ষকদের উপর হামলার প্রতিবাদে বিদ্যালয়ে পাঠদান বন্ধ রেখে কর্মসূচি পালন করা হয়েছে। শিক্ষকরা জানান, দোষীদের শাস্তি না হওয়া পর্যন্ত কর্মসূচি চলবে।	[8, 1557, 404, 1582]
table-cell: আবেদনপত্র সংগ্রহের স্থান	[994, 1718, 1166, 1736]
table-cell: ১০	[416, 1647, 437, 1664]
bb-row	[981, 1651, 1524, 1669]
ad-election-9	[972, 314, 1168, 638]
ent-degree: M.B.B.S, M.Sc (ENT) UK	[597, 133, 743, 147]
table-cell: জামানতের পরিমাণ	[437, 1630, 615, 1647]
gallstone-center: সায়েদা মেমোরিয়াল ক্লিনিক ল্যাপারোস্কপিক সেন্টার	[973, 164, 1167, 193]
affidavit-filler	[591, 741, 749, 841]
ad-election-5	[584, 1096, 756, 1332]
elect4-filler	[591, 945, 749, 1075]
teacher-body: কচুয়া, বাগেরহাট উপজেলাধীন একটি মাধ্যমিক বিদ্যালয়ে নিম্নলিখিত শূন্য পদে শিক্ষক নিয়োগের জন্য যোগ্য প্রার্থীদের নিকট হতে আবেদনপত্র আহ্বান করা যাচ্ছে।	[1179, 830, 1525, 855]
doe-sub: ০১ (২০২৪-২০২৫)	[644, 1462, 732, 1476]
ad-election-6	[760, 342, 968, 682]
doe-table	[415, 1479, 961, 1747]
bb-footer: জিডি-০৮/২০২৫-১৭৫৯	[980, 1917, 1068, 1928]
doe-row	[416, 1697, 961, 1714]
doe-sig2: ও আহবায়ক, নিলাম কমিটি	[854, 1903, 961, 1915]
table-cell: দপ্তরের নাম ও ঠিকানা	[994, 1602, 1166, 1620]
doe-row	[416, 1597, 961, 1614]
table-cell: ১৫	[416, 1730, 437, 1747]
ad-lost-3	[408, 538, 580, 688]
table-cell: কর্তৃপক্ষ কোনো কারণ দর্শানো ব্যতিরেকে নিলাম বাতিল করার ক্ষমতা সংরক্ষণ করেন।	[615, 1730, 961, 1747]
